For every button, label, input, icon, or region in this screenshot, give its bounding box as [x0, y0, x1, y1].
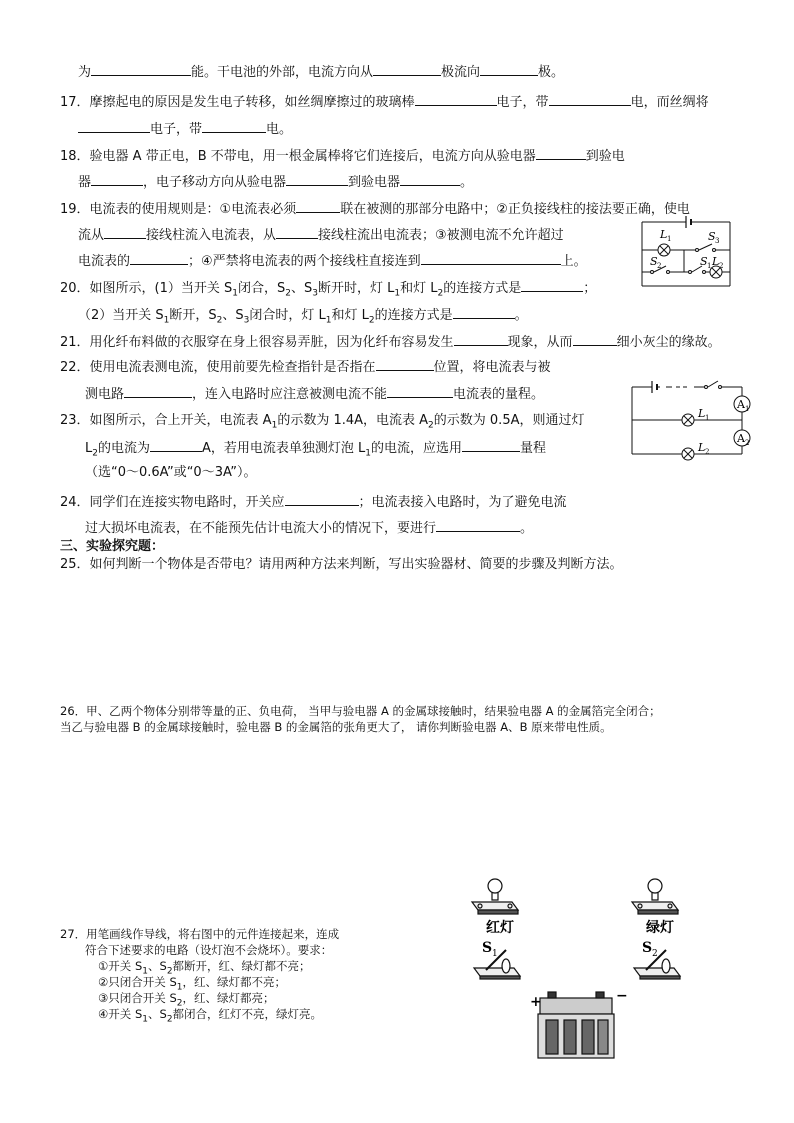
- requirement-1: ①开关 $S_1$、$S_2$都断开，红、绿灯都不亮；: [98, 959, 311, 977]
- label-L2: L: [712, 255, 720, 268]
- label-L2: L: [698, 441, 706, 454]
- red-lamp-label: 红灯: [486, 920, 514, 936]
- green-lamp-label: 绿灯: [646, 920, 674, 936]
- blank[interactable]: [573, 332, 617, 346]
- switch-S1-sub: 1: [492, 949, 498, 959]
- question-18: 18．验电器 A 带正电，B 不带电，用一根金属棒将它们连接后，电流方向从验电器 到验电: [60, 146, 625, 166]
- blank[interactable]: [400, 172, 460, 186]
- label-S2-sub: 2: [657, 262, 662, 270]
- blank[interactable]: [285, 492, 359, 506]
- requirement-2: ②只闭合开关 $S_1$，红、绿灯都不亮；: [98, 975, 286, 993]
- blank[interactable]: [454, 332, 508, 346]
- requirement-3: ③只闭合开关 $S_2$，红、绿灯都亮；: [98, 991, 275, 1009]
- blank[interactable]: [536, 146, 586, 160]
- line-energy: 为 能。干电池的外部，电流方向从 极流向 极。: [78, 62, 564, 82]
- label-L1: L: [660, 228, 668, 241]
- label-A1-sub: 1: [745, 405, 750, 413]
- blank[interactable]: [78, 119, 150, 133]
- question-17-cont: 电子，带 电。: [78, 119, 292, 139]
- question-19: 19．电流表的使用规则是：①电流表必须 联在被测的那部分电路中；②正负接线柱的接法要正确，使电: [60, 199, 690, 219]
- label-L2-sub: 2: [719, 262, 724, 270]
- label-A1: A: [737, 398, 745, 411]
- minus-terminal: −: [616, 988, 628, 1004]
- circuit-diagram-q20: [640, 212, 732, 290]
- blank[interactable]: [480, 62, 538, 76]
- components-figure-q27: [460, 870, 700, 1110]
- label-A2: A: [737, 432, 745, 445]
- question-23: 23．如图所示，合上开关，电流表 $A_1$的示数为 1.4A，电流表 $A_2$的示数为 0.5A，则通过灯: [60, 413, 585, 431]
- question-20-part2: （2）当开关 $S_1$断开，$S_2$、$S_3$闭合时，灯 $L_1$和灯 $L_2$的连接方式是 。: [78, 305, 528, 325]
- blank[interactable]: [376, 357, 434, 371]
- question-22-cont: 测电路 ，连入电路时应注意被测电流不能 电流表的量程。: [85, 384, 544, 404]
- question-23-range: （选“0～0.6A”或“0～3A”）。: [85, 465, 257, 480]
- question-19-cont1: 流从 接线柱流入电流表，从 接线柱流出电流表；③被测电流不允许超过: [78, 225, 564, 245]
- blank[interactable]: [124, 384, 192, 398]
- label-L1-sub: 1: [705, 414, 710, 422]
- label-L1-sub: 1: [667, 235, 672, 243]
- blank[interactable]: [436, 518, 520, 532]
- blank[interactable]: [373, 62, 441, 76]
- blank[interactable]: [549, 92, 631, 106]
- blank[interactable]: [296, 199, 340, 213]
- question-19-cont2: 电流表的 ；④严禁将电流表的两个接线柱直接连到 上。: [78, 251, 587, 271]
- label-L1: L: [698, 407, 706, 420]
- question-23-cont: $L_2$的电流为 A，若用电流表单独测灯泡 $L_1$的电流，应选用 量程: [85, 438, 546, 458]
- blank[interactable]: [130, 251, 188, 265]
- blank[interactable]: [276, 225, 318, 239]
- blank[interactable]: [521, 278, 583, 292]
- blank[interactable]: [453, 305, 515, 319]
- label-S1-sub: 1: [707, 262, 712, 270]
- blank[interactable]: [387, 384, 453, 398]
- switch-S2-label: S: [642, 940, 653, 956]
- blank[interactable]: [202, 119, 266, 133]
- section-heading: 三、实验探究题：: [60, 539, 165, 554]
- label-S2: S: [650, 255, 658, 268]
- blank[interactable]: [421, 251, 561, 265]
- question-25: 25．如何判断一个物体是否带电？请用两种方法来判断，写出实验器材、简要的步骤及判断方法。: [60, 557, 623, 572]
- label-S3: S: [708, 230, 716, 243]
- question-18-cont: 器 ，电子移动方向从验电器 到验电器 。: [78, 172, 473, 192]
- blank[interactable]: [462, 438, 520, 452]
- question-26-cont: 当乙与验电器 B 的金属球接触时，验电器 B 的金属箔的张角更大了， 请你判断验电器 A、B 原来带电性质。: [60, 720, 612, 734]
- question-26: 26．甲、乙两个物体分别带等量的正、负电荷， 当甲与验电器 A 的金属球接触时，结果验电器 A 的金属箔完全闭合；: [60, 704, 661, 718]
- question-27-cont: 符合下述要求的电路（设灯泡不会烧坏）。要求：: [85, 943, 333, 957]
- blank[interactable]: [286, 172, 348, 186]
- label-A2-sub: 2: [745, 439, 750, 447]
- question-20: 20．如图所示，(1）当开关 $S_1$闭合，$S_2$、$S_3$断开时，灯 $L_1$和灯 $L_2$的连接方式是 ；: [60, 278, 596, 298]
- label-S3-sub: 3: [715, 237, 720, 245]
- label-S1: S: [700, 255, 708, 268]
- plus-terminal: +: [530, 994, 542, 1010]
- blank[interactable]: [150, 438, 202, 452]
- question-17: 17．摩擦起电的原因是发生电子转移，如丝绸摩擦过的玻璃棒 电子，带 电，而丝绸将: [60, 92, 709, 112]
- question-24-cont: 过大损坏电流表，在不能预先估计电流大小的情况下，要进行 。: [85, 518, 533, 538]
- question-24: 24．同学们在连接实物电路时，开关应 ；电流表接入电路时，为了避免电流: [60, 492, 567, 512]
- blank[interactable]: [104, 225, 146, 239]
- blank[interactable]: [415, 92, 497, 106]
- switch-S2-sub: 2: [652, 949, 658, 959]
- question-27: 27．用笔画线作导线，将右图中的元件连接起来，连成: [60, 927, 340, 941]
- label-L2-sub: 2: [705, 448, 710, 456]
- blank[interactable]: [91, 62, 191, 76]
- switch-S1-label: S: [482, 940, 493, 956]
- question-21: 21．用化纤布料做的衣服穿在身上很容易弄脏，因为化纤布容易发生 现象，从而 细小灰尘的缘故。: [60, 332, 721, 352]
- circuit-diagram-q23: [630, 380, 760, 460]
- blank[interactable]: [91, 172, 143, 186]
- requirement-4: ④开关 $S_1$、$S_2$都闭合，红灯不亮，绿灯亮。: [98, 1007, 323, 1025]
- question-22: 22．使用电流表测电流，使用前要先检查指针是否指在 位置，将电流表与被: [60, 357, 551, 377]
